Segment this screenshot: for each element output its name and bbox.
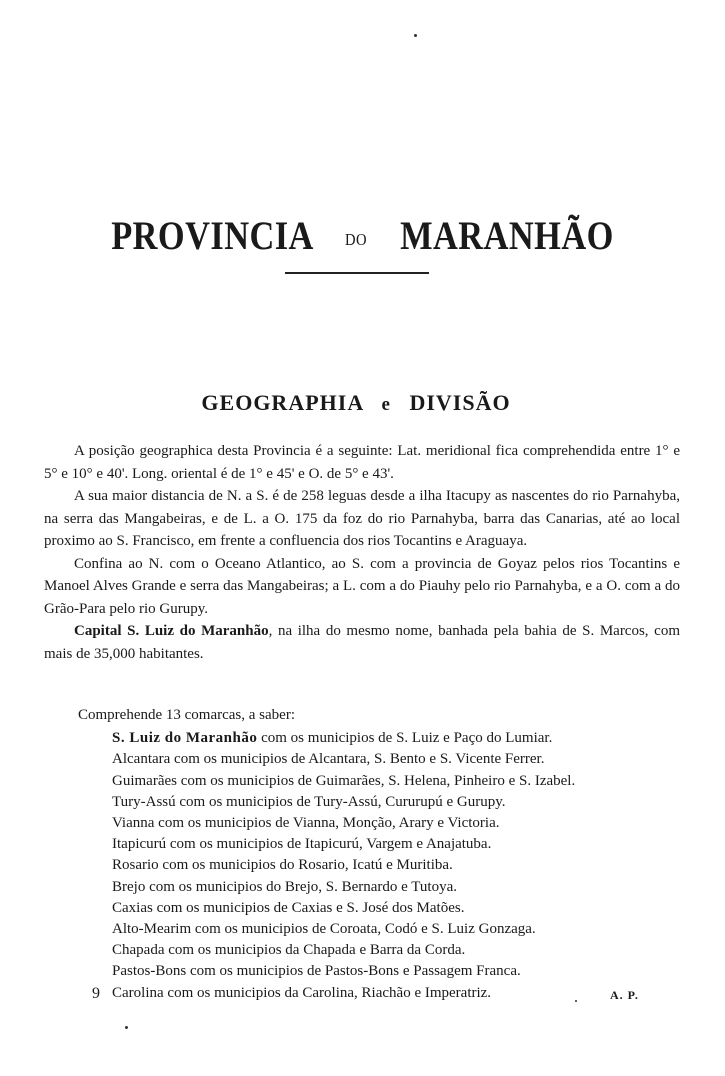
list-item <box>112 983 678 1004</box>
paragraph-borders: Confina ao N. com o Oceano Atlantico, ao S. com a provincia de Goyaz pelos rios Tocantins e Manoel Alves Grande e serra das Mangabeiras; a L. com a do Piauhy pelo rio Parnahyba, e a O. com a do Grão-Para pelo rio Gurupy. <box>44 555 680 617</box>
page-number: 9 <box>92 985 100 1002</box>
comarca-name: Carolina <box>112 984 164 1001</box>
comarcas-list <box>78 728 678 1004</box>
comarcas-section <box>78 705 678 1004</box>
title-left: PROVINCIA <box>111 213 312 258</box>
comarca-municipios: com os municipios de Tury-Assú, Cururupú e Gurupy. <box>175 793 506 810</box>
section-heading <box>0 390 712 416</box>
comarca-name: Caxias <box>112 899 153 916</box>
comarca-municipios: com os municipios de S. Luiz e Paço do Lumiar. <box>257 730 553 747</box>
title-divider <box>285 272 429 274</box>
section-heading-left: GEOGRAPHIA <box>201 390 363 415</box>
list-item <box>112 771 678 792</box>
list-item <box>112 877 678 898</box>
comarca-name: Rosario <box>112 857 159 874</box>
comarca-name: Brejo <box>112 878 146 895</box>
list-item <box>112 792 678 813</box>
printer-signature: A. P. <box>610 988 639 1002</box>
capital-name: Capital S. Luiz do Maranhão <box>74 623 269 639</box>
page-title <box>51 212 675 259</box>
paragraph-position: A posição geographica desta Provincia é a seguinte: Lat. meridional fica comprehendida entre 1° e 5° e 10° e 40'. Long. oriental é de 1° e 45' e O. de 5° e 43'. <box>44 443 680 482</box>
comarca-municipios: com os municipios de Guimarães, S. Helena, Pinheiro e S. Izabel. <box>176 772 576 789</box>
comarca-municipios: com os municipios de Itapicurú, Vargem e Anajatuba. <box>166 836 492 853</box>
paragraph-distance: A sua maior distancia de N. a S. é de 258 leguas desde a ilha Itacupy as nascentes do rio Parnahyba, na serra das Mangabeiras, e de L. a O. 175 da foz do rio Parnahyba, barra das Canarias, até ao local proximo ao S. Francisco, em frente a confluencia dos rios Tocantins e Araguaya. <box>44 488 680 549</box>
list-item <box>112 855 678 876</box>
print-speck <box>414 34 417 37</box>
comarca-name: Vianna <box>112 815 155 832</box>
comarca-municipios: com os municipios do Rosario, Icatú e Muritiba. <box>158 857 453 874</box>
capital-description: , na ilha do mesmo nome, banhada pela bahia de S. Marcos, com mais de 35,000 habitantes. <box>44 623 680 662</box>
list-item <box>112 813 678 834</box>
comarca-name: Itapicurú <box>112 836 167 853</box>
comarca-name: Alto-Mearim <box>112 921 192 938</box>
comarca-municipios: com os municipios de Coroata, Codó e S. Luiz Gonzaga. <box>191 921 536 938</box>
comarca-name: S. Luiz do Maranhão <box>112 730 258 747</box>
section-heading-right: DIVISÃO <box>409 390 511 415</box>
comarcas-intro: Comprehende 13 comarcas, a saber: <box>78 707 295 723</box>
title-right: MARANHÃO <box>400 213 614 258</box>
list-item <box>112 749 678 770</box>
list-item <box>112 834 678 855</box>
comarca-name: Tury-Assú <box>112 793 176 810</box>
comarca-municipios: com os municipios de Pastos-Bons e Passagem Franca. <box>186 963 521 980</box>
comarca-municipios: com os municipios de Caxias e S. José dos Matões. <box>152 899 465 916</box>
body-text <box>44 440 680 665</box>
print-speck <box>125 1026 128 1029</box>
comarca-municipios: com os municipios da Chapada e Barra da Corda. <box>164 942 466 959</box>
list-item <box>112 898 678 919</box>
comarca-municipios: com os municipios de Alcantara, S. Bento e S. Vicente Ferrer. <box>170 751 545 768</box>
list-item <box>112 919 678 940</box>
comarca-municipios: com os municipios de Vianna, Monção, Arary e Victoria. <box>154 815 500 832</box>
comarca-name: Chapada <box>112 942 165 959</box>
section-heading-connector: e <box>381 394 391 415</box>
comarca-name: Pastos-Bons <box>112 963 187 980</box>
list-item <box>112 940 678 961</box>
list-item <box>112 961 678 982</box>
comarca-municipios: com os municipios do Brejo, S. Bernardo e Tutoya. <box>145 878 457 895</box>
list-item <box>112 728 678 749</box>
print-speck <box>575 1000 577 1002</box>
comarca-name: Alcantara <box>112 751 171 768</box>
comarca-municipios: com os municipios da Carolina, Riachão e Imperatriz. <box>163 984 492 1001</box>
title-connector: DO <box>345 229 368 249</box>
comarca-name: Guimarães <box>112 772 177 789</box>
paragraph-capital <box>44 620 680 665</box>
